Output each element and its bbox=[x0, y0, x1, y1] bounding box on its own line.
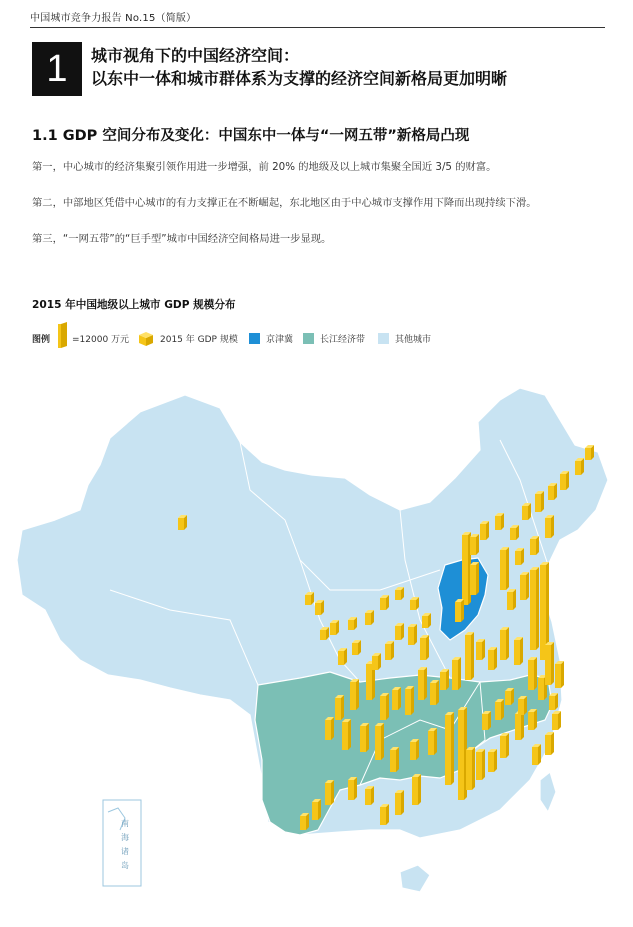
gdp-bar bbox=[300, 813, 309, 830]
gdp-bar bbox=[522, 503, 531, 520]
gdp-bar bbox=[500, 627, 509, 660]
gdp-bar bbox=[178, 515, 187, 530]
running-head: 中国城市竞争力报告 No.15（简版） bbox=[30, 13, 197, 24]
chapter-title-line-2: 以东中一体和城市群体系为支撑的经济空间新格局更加明晰 bbox=[91, 69, 508, 88]
gdp-bar bbox=[548, 483, 557, 500]
gdp-bar bbox=[365, 610, 374, 625]
gdp-bar bbox=[500, 733, 509, 758]
gdp-bar bbox=[338, 648, 347, 665]
inset-label-3: 诸 bbox=[121, 847, 129, 856]
gdp-bar bbox=[445, 712, 454, 785]
legend-other: 其他城市 bbox=[395, 335, 432, 345]
hainan-island bbox=[400, 865, 430, 892]
gdp-bar bbox=[325, 717, 334, 740]
gdp-bar bbox=[560, 471, 569, 490]
gdp-bar bbox=[530, 536, 539, 555]
gdp-bar bbox=[348, 777, 357, 800]
gdp-bar bbox=[380, 804, 389, 825]
gdp-bar bbox=[342, 719, 351, 750]
legend-jingjinji: 京津冀 bbox=[266, 335, 294, 345]
gdp-bar bbox=[515, 548, 524, 565]
gdp-bar bbox=[395, 587, 404, 600]
gdp-bar bbox=[528, 709, 537, 730]
gdp-bar bbox=[462, 532, 471, 605]
gdp-bar bbox=[507, 589, 516, 610]
chapter-title bbox=[91, 44, 507, 90]
legend-gdp-label: 2015 年 GDP 规模 bbox=[160, 335, 238, 345]
legend-label: 图例 bbox=[32, 335, 51, 345]
swatch-changjiang bbox=[303, 333, 314, 344]
section-title: 1.1 GDP 空间分布及变化：中国东中一体与“一网五带”新格局凸现 bbox=[32, 128, 470, 144]
gdp-bar bbox=[514, 637, 523, 665]
gdp-bar bbox=[528, 657, 537, 690]
gdp-bar bbox=[418, 667, 427, 700]
gdp-bar bbox=[348, 617, 357, 630]
gdp-bar bbox=[350, 679, 359, 710]
gdp-bar bbox=[518, 696, 527, 715]
gdp-bar bbox=[530, 567, 539, 650]
taiwan-island bbox=[540, 772, 556, 812]
gdp-bar bbox=[545, 732, 554, 755]
gdp-bar bbox=[575, 458, 584, 475]
gdp-bar bbox=[410, 597, 419, 610]
swatch-other bbox=[378, 333, 389, 344]
gdp-bar bbox=[545, 642, 554, 685]
south-china-sea-inset bbox=[103, 800, 141, 886]
gdp-bar bbox=[488, 647, 497, 670]
gdp-bar bbox=[408, 624, 417, 645]
gdp-bar bbox=[320, 627, 329, 640]
gdp-bar bbox=[476, 639, 485, 660]
gdp-bar bbox=[532, 744, 541, 765]
swatch-jingjinji bbox=[249, 333, 260, 344]
legend-bar-icon bbox=[58, 322, 68, 348]
gdp-bar bbox=[325, 780, 334, 805]
gdp-bar bbox=[470, 534, 479, 555]
gdp-bar bbox=[330, 620, 339, 635]
gdp-bar bbox=[466, 747, 475, 790]
gdp-bar bbox=[395, 623, 404, 640]
gdp-bar bbox=[452, 657, 461, 690]
chapter-number: 1 bbox=[32, 42, 82, 96]
header-rule bbox=[30, 27, 605, 28]
gdp-bar bbox=[520, 572, 529, 600]
legend-cube-icon bbox=[138, 330, 154, 346]
gdp-bar bbox=[420, 635, 429, 660]
gdp-bar bbox=[395, 790, 404, 815]
paragraph-2: 第二，中部地区凭借中心城市的有力支撑正在不断崛起，东北地区由于中心城市支撑作用下降而出现持续下滑。 bbox=[32, 197, 537, 209]
gdp-bar bbox=[412, 774, 421, 805]
gdp-bar bbox=[392, 687, 401, 710]
gdp-bar bbox=[495, 513, 504, 530]
gdp-bar bbox=[380, 693, 389, 720]
inset-label-1: 南 bbox=[121, 819, 129, 828]
gdp-bar bbox=[372, 653, 381, 670]
gdp-bar bbox=[495, 699, 504, 720]
map-title: 2015 年中国地级以上城市 GDP 规模分布 bbox=[32, 299, 236, 311]
gdp-bar bbox=[535, 491, 544, 512]
gdp-bar bbox=[549, 693, 558, 710]
gdp-bar bbox=[555, 661, 564, 688]
gdp-bar bbox=[365, 786, 374, 805]
gdp-bar bbox=[312, 799, 321, 820]
gdp-bar bbox=[422, 613, 431, 628]
paragraph-3: 第三，“一网五带”的“巨手型”城市中国经济空间格局进一步显现。 bbox=[32, 233, 332, 245]
gdp-bar bbox=[465, 632, 474, 680]
gdp-bar bbox=[390, 747, 399, 772]
inset-label-4: 岛 bbox=[121, 861, 129, 870]
chapter-title-line-1: 城市视角下的中国经济空间： bbox=[91, 46, 300, 65]
gdp-bar bbox=[552, 711, 561, 730]
gdp-bar bbox=[315, 600, 324, 615]
map-legend bbox=[32, 322, 612, 352]
gdp-bar bbox=[410, 739, 419, 760]
gdp-bar bbox=[430, 680, 439, 705]
gdp-bar bbox=[476, 749, 485, 780]
gdp-bar bbox=[305, 592, 314, 605]
gdp-bar bbox=[510, 525, 519, 540]
gdp-bar bbox=[470, 562, 479, 595]
gdp-bar bbox=[482, 711, 491, 730]
gdp-bar bbox=[405, 686, 414, 715]
gdp-bar bbox=[500, 547, 509, 590]
gdp-bar bbox=[455, 599, 464, 622]
paragraph-1: 第一，中心城市的经济集聚引领作用进一步增强，前 20% 的地级及以上城市集聚全国近 3/5 的财富。 bbox=[32, 161, 497, 173]
china-gdp-map bbox=[0, 360, 633, 927]
gdp-bar bbox=[352, 640, 361, 655]
gdp-bar bbox=[458, 707, 467, 800]
gdp-bar bbox=[375, 723, 384, 760]
gdp-bar bbox=[480, 521, 489, 540]
gdp-bar bbox=[380, 595, 389, 610]
gdp-bar bbox=[515, 711, 524, 740]
gdp-bar bbox=[585, 445, 594, 460]
gdp-bar bbox=[428, 728, 437, 755]
legend-scale-text: =12000 万元 bbox=[72, 335, 130, 345]
legend-changjiang: 长江经济带 bbox=[320, 335, 366, 345]
gdp-bar bbox=[385, 641, 394, 660]
gdp-bar bbox=[360, 723, 369, 752]
gdp-bar bbox=[505, 688, 514, 705]
gdp-bar bbox=[440, 669, 449, 690]
inset-label-2: 海 bbox=[121, 833, 129, 842]
gdp-bar bbox=[488, 749, 497, 772]
gdp-bar bbox=[545, 515, 554, 538]
gdp-bar bbox=[335, 695, 344, 720]
